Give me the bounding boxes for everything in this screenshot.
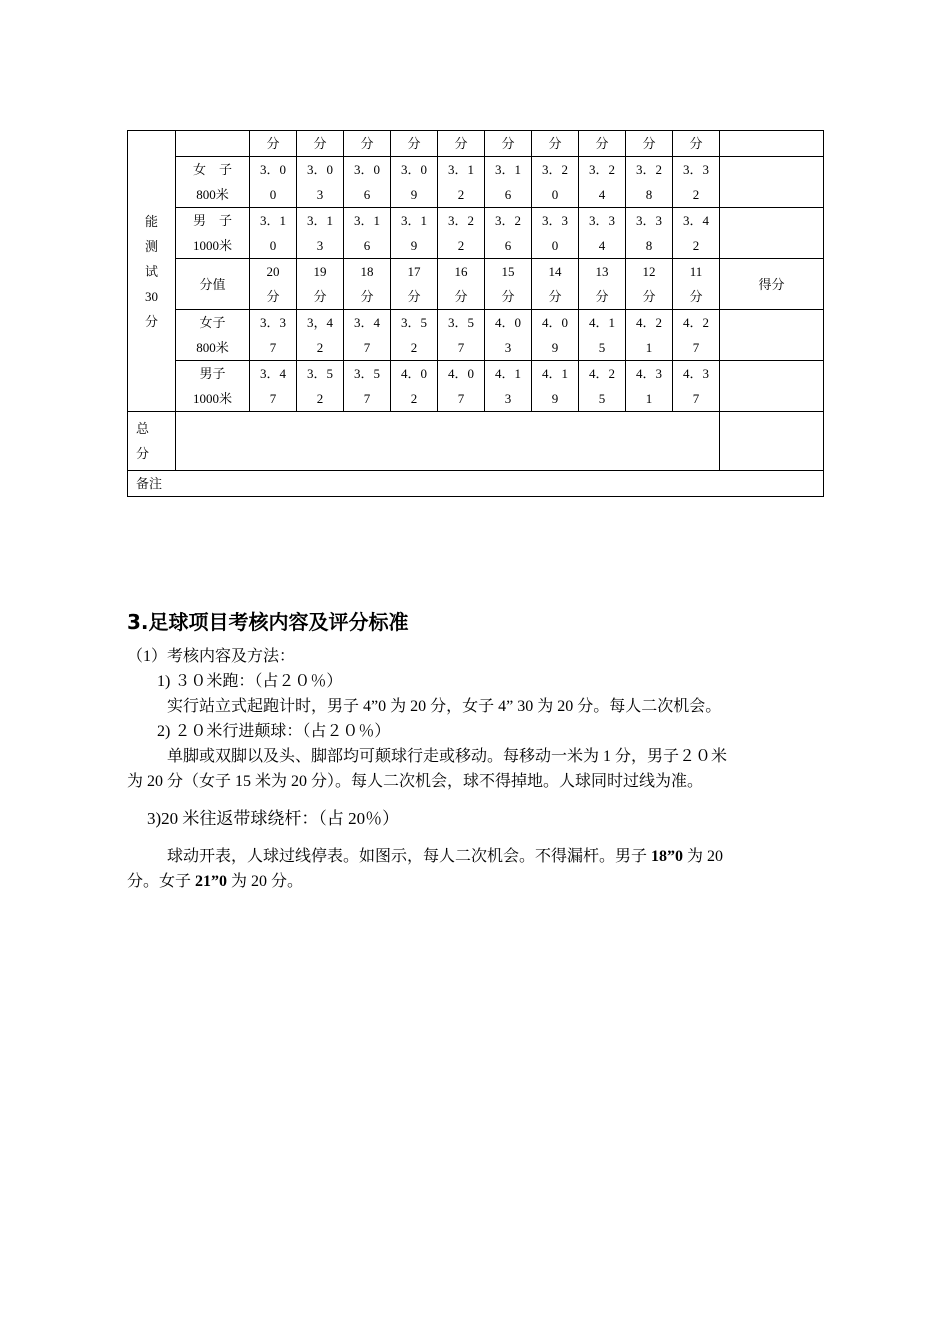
table-cell (485, 310, 532, 361)
table-cell (438, 208, 485, 259)
cell-line: 6 (504, 238, 512, 253)
row-label-line: 男 子 (192, 213, 232, 228)
cell-line: 3．3 (541, 213, 568, 228)
cell-line: 9 (410, 238, 418, 253)
cell-line: 4 (598, 238, 606, 253)
cell-line: 2 (316, 391, 324, 406)
cell-line: 3，4 (306, 315, 333, 330)
table-cell (391, 208, 438, 259)
cell-line: 3．5 (447, 315, 474, 330)
cell-line: 3．0 (400, 162, 427, 177)
cell-line: 13 (595, 264, 609, 279)
table-cell (673, 361, 720, 412)
cell-line: 3．1 (353, 213, 380, 228)
cell-line: 4．2 (635, 315, 662, 330)
cell-line: 3．3 (588, 213, 615, 228)
cell-line: 3．1 (447, 162, 474, 177)
table-row (128, 157, 824, 208)
cell-line: 分 (689, 289, 703, 304)
cell-line: 4．0 (400, 366, 427, 381)
table-cell: 分 (297, 131, 344, 157)
cell-line: 1 (645, 391, 653, 406)
cell-line: 3．0 (353, 162, 380, 177)
category-char: 能 (144, 213, 158, 229)
table-cell: 分 (626, 131, 673, 157)
table-cell (250, 157, 297, 208)
cell-line: 9 (551, 340, 559, 355)
cell-line: 3．2 (541, 162, 568, 177)
table-cell: 分 (673, 131, 720, 157)
cell-line: 15 (501, 264, 515, 279)
cell-line: 9 (410, 187, 418, 202)
table-cell (438, 259, 485, 310)
table-cell (250, 259, 297, 310)
cell-line: 7 (269, 391, 277, 406)
cell-line: 3．2 (588, 162, 615, 177)
table-cell (391, 157, 438, 208)
note-label: 备注 (128, 471, 824, 497)
cell-line: 2 (457, 238, 465, 253)
table-cell (250, 361, 297, 412)
row-label-line: 800米 (196, 187, 229, 202)
item3-title: 3)20 米往返带球绕杆：（占 20％） (147, 809, 400, 828)
cell-line: 7 (457, 340, 465, 355)
cell-line: 4．3 (635, 366, 662, 381)
cell-line: 3 (316, 187, 324, 202)
table-cell (297, 361, 344, 412)
row-label (176, 157, 250, 208)
cell-line: 11 (689, 264, 703, 279)
cell-line: 4．1 (494, 366, 521, 381)
row-label (176, 259, 250, 310)
cell-line: 7 (363, 340, 371, 355)
item2-body-line1: 单脚或双脚以及头、脚部均可颠球行走或移动。每移动一米为 1 分，男子２０米 (167, 748, 728, 765)
cell-line: 4．1 (588, 315, 615, 330)
table-row (128, 361, 824, 412)
table-cell: 分 (532, 131, 579, 157)
category-char: 测 (144, 238, 158, 254)
cell-line: 12 (642, 264, 656, 279)
cell-line: 3．3 (635, 213, 662, 228)
row-label-line: 1000米 (192, 391, 232, 406)
cell-line: 3．2 (447, 213, 474, 228)
cell-line: 2 (410, 340, 418, 355)
total-char: 分 (136, 446, 150, 461)
table-cell (532, 310, 579, 361)
cell-line: 7 (692, 391, 700, 406)
item3-text-e: 为 20 分。 (227, 873, 304, 890)
table-cell (673, 208, 720, 259)
category-char: 试 (144, 263, 158, 279)
cell-line: 0 (551, 238, 559, 253)
cell-line: 4．0 (494, 315, 521, 330)
table-cell (579, 361, 626, 412)
cell-line: 5 (598, 340, 606, 355)
table-cell (297, 310, 344, 361)
cell-line: 8 (645, 187, 653, 202)
table-cell (344, 157, 391, 208)
table-cell (250, 208, 297, 259)
row-label-line: 分值 (199, 276, 226, 292)
cell-line: 3．4 (259, 366, 286, 381)
item3-time-male: 18”0 (651, 848, 684, 865)
cell-line: 4．2 (588, 366, 615, 381)
row-label-line: 男子 (199, 366, 226, 381)
cell-line: 4．0 (447, 366, 474, 381)
total-row (128, 412, 824, 471)
cell-line: 分 (548, 289, 562, 304)
row-label (176, 361, 250, 412)
table-cell: 分 (485, 131, 532, 157)
table-cell (626, 157, 673, 208)
row-label-line: 800米 (196, 340, 229, 355)
item3-body-line1 (167, 845, 723, 869)
total-score-cell (720, 412, 824, 471)
table-cell (579, 157, 626, 208)
section-heading: 3.足球项目考核内容及评分标准 (127, 610, 409, 634)
cell-line: 7 (269, 340, 277, 355)
table-cell (297, 157, 344, 208)
row-label (176, 131, 250, 157)
cell-line: 20 (266, 264, 280, 279)
score-cell (720, 131, 824, 157)
row-label (176, 208, 250, 259)
cell-line: 3．0 (306, 162, 333, 177)
cell-line: 3．1 (259, 213, 286, 228)
cell-line: 18 (360, 264, 374, 279)
cell-line: 19 (313, 264, 327, 279)
table-cell (438, 361, 485, 412)
table-cell: 分 (391, 131, 438, 157)
table-cell: 分 (344, 131, 391, 157)
cell-line: 3．5 (353, 366, 380, 381)
table-cell (626, 310, 673, 361)
cell-line: 2 (692, 187, 700, 202)
score-label: 得分 (720, 259, 824, 310)
cell-line: 3 (316, 238, 324, 253)
table-cell (626, 208, 673, 259)
cell-line: 16 (454, 264, 468, 279)
cell-line: 17 (407, 264, 421, 279)
table-cell (344, 310, 391, 361)
table-cell (579, 310, 626, 361)
category-cell (128, 131, 176, 412)
table-row (128, 131, 824, 157)
table-cell (344, 208, 391, 259)
table-cell (391, 310, 438, 361)
cell-line: 1 (645, 340, 653, 355)
table-row (128, 259, 824, 310)
table-cell (579, 259, 626, 310)
item2-body-line2: 为 20 分（女子 15 米为 20 分）。每人二次机会，球不得掉地。人球同时过线为准。 (127, 773, 704, 790)
cell-line: 3 (504, 391, 512, 406)
table-cell (532, 157, 579, 208)
cell-line: 分 (642, 289, 656, 304)
cell-line: 2 (410, 391, 418, 406)
cell-line: 分 (595, 289, 609, 304)
item3-text-a: 球动开表，人球过线停表。如图示，每人二次机会。不得漏杆。男子 (167, 848, 652, 865)
table-cell (438, 310, 485, 361)
total-label (128, 412, 176, 471)
cell-line: 分 (454, 289, 468, 304)
cell-line: 2 (692, 238, 700, 253)
cell-line: 4．1 (541, 366, 568, 381)
score-cell (720, 310, 824, 361)
score-cell (720, 157, 824, 208)
cell-line: 3．1 (306, 213, 333, 228)
cell-line: 4．0 (541, 315, 568, 330)
cell-line: 4 (598, 187, 606, 202)
table-cell (344, 259, 391, 310)
intro-line: （1）考核内容及方法： (127, 648, 296, 665)
row-label (176, 310, 250, 361)
table-cell (626, 361, 673, 412)
cell-line: 3．3 (259, 315, 286, 330)
item3-text-d: 分。女子 (127, 873, 196, 890)
score-cell (720, 208, 824, 259)
score-table (127, 130, 824, 497)
item1-title: 1) ３０米跑：（占２０％） (157, 673, 343, 690)
cell-line: 5 (598, 391, 606, 406)
cell-line: 14 (548, 264, 562, 279)
cell-line: 分 (266, 289, 280, 304)
table-cell (391, 361, 438, 412)
item2-title: 2) ２０米行进颠球：（占２０％） (157, 723, 391, 740)
table-cell (673, 157, 720, 208)
cell-line: 分 (313, 289, 327, 304)
row-label-line: 女 子 (192, 162, 232, 177)
cell-line: 7 (457, 391, 465, 406)
table-cell (297, 259, 344, 310)
cell-line: 3．4 (353, 315, 380, 330)
cell-line: 3．1 (494, 162, 521, 177)
table-cell: 分 (579, 131, 626, 157)
table-cell (344, 361, 391, 412)
cell-line: 4．3 (682, 366, 709, 381)
table-row (128, 208, 824, 259)
cell-line: 6 (363, 238, 371, 253)
table-cell: 分 (438, 131, 485, 157)
cell-line: 0 (269, 187, 277, 202)
cell-line: 3．4 (682, 213, 709, 228)
cell-line: 0 (551, 187, 559, 202)
cell-line: 7 (692, 340, 700, 355)
table-cell (673, 259, 720, 310)
item3-body-line2 (127, 870, 303, 894)
table-row (128, 310, 824, 361)
table-cell (485, 259, 532, 310)
cell-line: 3．3 (682, 162, 709, 177)
cell-line: 3．1 (400, 213, 427, 228)
row-label-line: 1000米 (192, 238, 232, 253)
table-cell (579, 208, 626, 259)
table-cell (297, 208, 344, 259)
note-row (128, 471, 824, 497)
table-cell: 分 (250, 131, 297, 157)
cell-line: 8 (645, 238, 653, 253)
score-cell (720, 361, 824, 412)
cell-line: 9 (551, 391, 559, 406)
cell-line: 0 (269, 238, 277, 253)
cell-line: 2 (316, 340, 324, 355)
table-cell (673, 310, 720, 361)
total-char: 总 (136, 421, 150, 436)
cell-line: 3．2 (494, 213, 521, 228)
cell-line: 6 (504, 187, 512, 202)
cell-line: 3．5 (306, 366, 333, 381)
cell-line: 分 (407, 289, 421, 304)
item1-body: 实行站立式起跑计时，男子 4”0 为 20 分，女子 4” 30 为 20 分。每人二次机会。 (167, 698, 722, 715)
cell-line: 3．5 (400, 315, 427, 330)
cell-line: 3 (504, 340, 512, 355)
table-cell (532, 361, 579, 412)
cell-line: 分 (360, 289, 374, 304)
row-label-line: 女子 (199, 315, 226, 330)
item3-text-c: 为 20 (683, 848, 724, 865)
cell-line: 分 (501, 289, 515, 304)
table-cell (438, 157, 485, 208)
cell-line: 6 (363, 187, 371, 202)
item3-time-female: 21”0 (195, 873, 228, 890)
total-value-cell (176, 412, 720, 471)
table-cell (532, 208, 579, 259)
table-cell (532, 259, 579, 310)
cell-line: 4．2 (682, 315, 709, 330)
table-cell (250, 310, 297, 361)
cell-line: 3．2 (635, 162, 662, 177)
table-cell (485, 208, 532, 259)
cell-line: 2 (457, 187, 465, 202)
category-char: 分 (144, 313, 158, 329)
cell-line: 7 (363, 391, 371, 406)
table-cell (391, 259, 438, 310)
table-cell (626, 259, 673, 310)
cell-line: 3．0 (259, 162, 286, 177)
category-char: 30 (145, 288, 158, 304)
table-cell (485, 157, 532, 208)
table-cell (485, 361, 532, 412)
